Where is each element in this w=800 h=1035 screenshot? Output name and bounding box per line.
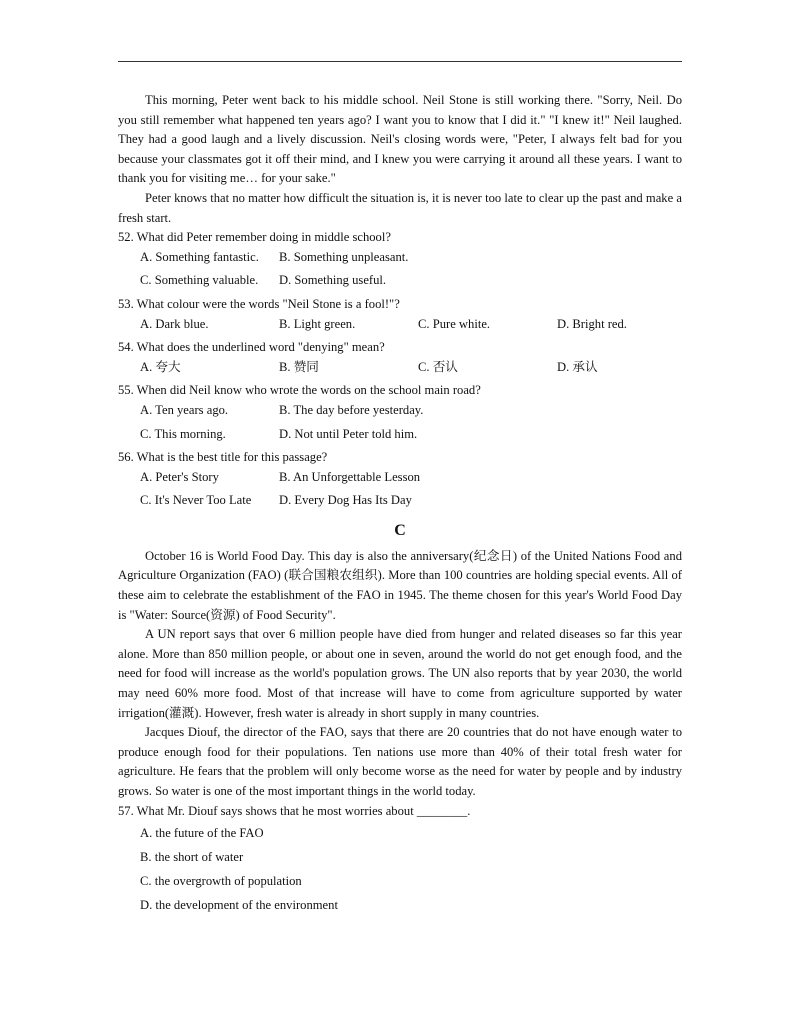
option: B. Light green. [279, 316, 356, 331]
option: C. This morning. [140, 426, 226, 441]
question-53: 53. What colour were the words "Neil Stone is a fool!"? [118, 296, 400, 311]
question-57: 57. What Mr. Diouf says shows that he most worries about ________. [118, 803, 471, 818]
option: B. Something unpleasant. [279, 249, 409, 264]
options-list [118, 821, 682, 917]
options-row [118, 271, 682, 291]
paragraph: This morning, Peter went back to his middle school. Neil Stone is still working there. "Sorry, Neil. Do you still remember what happened ten years ago? I want you to know that I did it." "I knew it!" Neil laughed. They had a good laugh and a lively discussion. Neil's closing words were, "Peter, I always felt bad for you because your classmates got it off their mind, and I knew you were carrying it around all these years. I want to thank you for visiting me… for your sake." [118, 93, 682, 186]
option: D. 承认 [557, 359, 598, 374]
option: C. It's Never Too Late [140, 493, 252, 508]
option: D. the development of the environment [140, 898, 338, 913]
options-row [118, 248, 682, 268]
paragraph: Jacques Diouf, the director of the FAO, says that there are 20 countries that do not have enough water to produce enough food for their populations. Ten nations use more than 40% of their total fresh water for agriculture. He fears that the problem will only become worse as the need for water by people and by industry grows. So water is one of the most important things in the world today. [118, 725, 682, 798]
option: B. The day before yesterday. [279, 402, 424, 417]
question-54: 54. What does the underlined word "denying" mean? [118, 340, 385, 355]
options-row [118, 401, 682, 421]
option: B. 赞同 [279, 359, 319, 374]
option: A. Something fantastic. [140, 249, 259, 264]
option: D. Every Dog Has Its Day [279, 493, 412, 508]
question-56: 56. What is the best title for this passage? [118, 450, 328, 465]
option: B. the short of water [140, 850, 244, 865]
options-row [118, 468, 682, 488]
paragraph: October 16 is World Food Day. This day is also the anniversary(纪念日) of the United Nations Food and Agriculture Organization (FAO) (联合国粮农组织). More than 100 countries are holding special events. All of these aim to celebrate the establishment of the FAO in 1945. The theme chosen for this year's World Food Day is "Water: Source(资源) of Food Security". [118, 548, 682, 622]
option: B. An Unforgettable Lesson [279, 469, 421, 484]
paragraph: Peter knows that no matter how difficult the situation is, it is never too late to clear up the past and make a fresh start. [118, 190, 682, 225]
options-row [118, 358, 682, 378]
option: D. Not until Peter told him. [279, 426, 418, 441]
option: C. Something valuable. [140, 273, 259, 288]
question-55: 55. When did Neil know who wrote the words on the school main road? [118, 383, 481, 398]
section-title: C [394, 521, 406, 539]
paragraph: A UN report says that over 6 million people have died from hunger and related diseases so far this year alone. More than 850 million people, or about one in seven, around the world do not get enough food, and the need for food will increase as the world's population grows. The UN also reports that by year 2030, the world may need 60% more food. Most of that increase will have to come from agriculture supported by water irrigation(灌溉). However, fresh water is already in short supply in many countries. [118, 627, 682, 720]
option: C. the overgrowth of population [140, 874, 302, 889]
header-rule [118, 61, 682, 62]
document-body [118, 91, 682, 917]
option: C. Pure white. [418, 316, 491, 331]
option: A. 夸大 [140, 359, 181, 374]
option: A. Ten years ago. [140, 402, 229, 417]
option: D. Bright red. [557, 316, 627, 331]
question-52: 52. What did Peter remember doing in middle school? [118, 230, 391, 245]
options-row [118, 315, 682, 335]
option: D. Something useful. [279, 273, 387, 288]
option: A. Dark blue. [140, 316, 209, 331]
option: C. 否认 [418, 359, 458, 374]
options-row [118, 491, 682, 511]
option: A. Peter's Story [140, 469, 219, 484]
options-row [118, 425, 682, 445]
option: A. the future of the FAO [140, 826, 264, 841]
